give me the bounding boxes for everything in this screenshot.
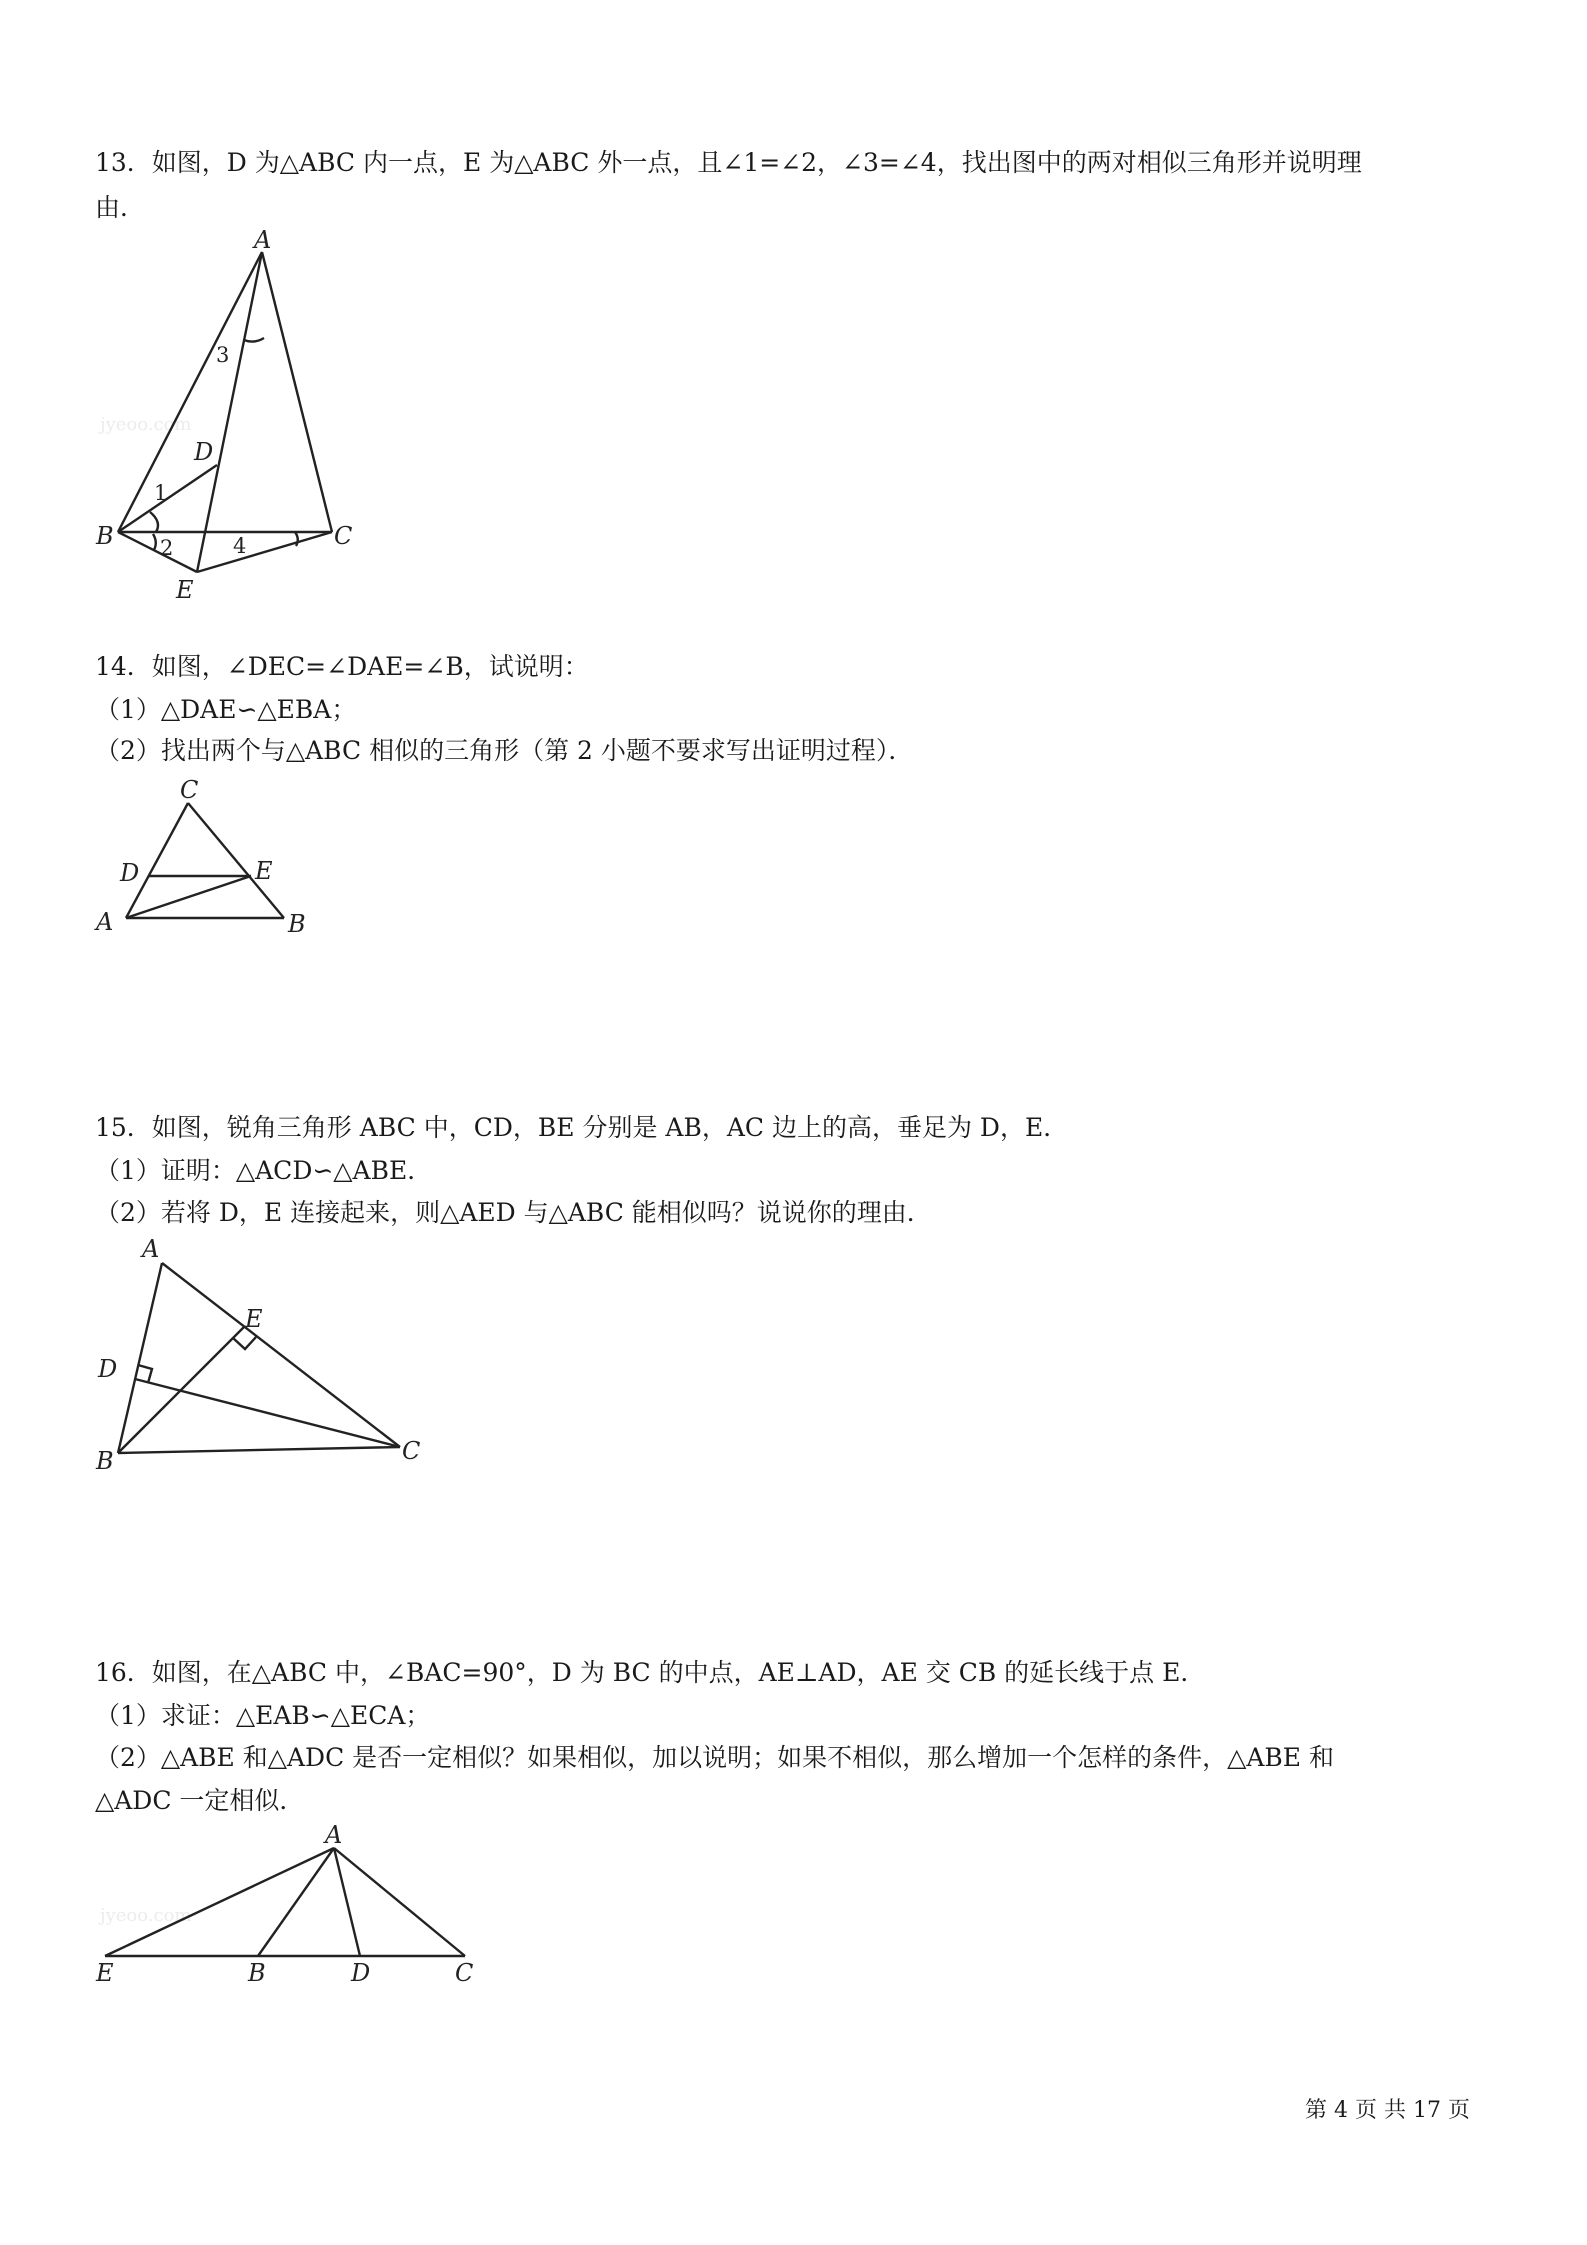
segment-ab [118,1263,162,1453]
segment-ae [197,252,262,572]
problem-15-figure [90,1235,440,1475]
problem-14-line-2: （1）△DAE∽△EBA； [95,695,357,724]
problem-15-line-3: （2）若将 D，E 连接起来，则△AED 与△ABC 能相似吗？说说你的理由． [95,1198,932,1227]
segment-ab [258,1848,334,1956]
segment-ac [334,1848,465,1956]
label-c: C [402,1437,421,1465]
segment-ac [162,1263,400,1447]
label-a: A [142,1235,160,1263]
angle-label-4: 4 [233,534,247,558]
angle-3-arc [244,338,264,342]
angle-label-2: 2 [160,536,174,560]
angle-label-1: 1 [154,481,168,505]
altitude-be [118,1327,244,1453]
problem-14-line-1: 14．如图，∠DEC=∠DAE=∠B，试说明： [95,652,589,681]
label-d: D [351,1959,371,1987]
label-c: C [455,1959,474,1987]
label-a: A [325,1821,343,1849]
angle-1-arc [150,512,158,532]
altitude-cd [135,1379,400,1447]
label-d: D [194,438,214,466]
segment-ad [334,1848,360,1956]
problem-13-figure [90,226,370,610]
problem-16-figure [90,1815,490,1995]
problem-16-line-1: 16．如图，在△ABC 中，∠BAC=90°，D 为 BC 的中点，AE⊥AD，AE 交 CB 的延长线于点 E． [95,1658,1206,1687]
label-d: D [120,859,140,887]
page-number: 第 4 页 共 17 页 [1305,2098,1470,2123]
label-d: D [98,1355,118,1383]
segment-be [118,532,197,572]
right-angle-e [233,1337,256,1349]
label-e: E [96,1959,114,1987]
label-c: C [180,776,199,804]
problem-16-line-2: （1）求证：△EAB∽△ECA； [95,1701,431,1730]
label-e: E [255,857,273,885]
segment-ce [197,532,332,572]
label-b: B [96,522,114,550]
angle-2-arc [153,534,156,550]
watermark: jyeoo.com [100,1905,192,1926]
problem-13-line-2: 由． [95,193,146,222]
segment-ae [105,1848,334,1956]
problem-15-line-1: 15．如图，锐角三角形 ABC 中，CD，BE 分别是 AB，AC 边上的高，垂足为 D，E． [95,1113,1069,1142]
label-b: B [96,1447,114,1475]
problem-16-line-4: △ADC 一定相似． [95,1786,305,1815]
label-b: B [288,910,306,938]
label-c: C [334,522,353,550]
angle-label-3: 3 [216,343,230,367]
segment-ab [118,252,262,532]
problem-13-line-1: 13．如图，D 为△ABC 内一点，E 为△ABC 外一点，且∠1=∠2，∠3=∠4，找出图中的两对相似三角形并说明理 [95,148,1362,177]
problem-15-line-2: （1）证明：△ACD∽△ABE． [95,1156,433,1185]
watermark: jyeoo.com [100,414,192,435]
problem-14-figure [90,770,330,940]
segment-bd [118,465,217,532]
label-a: A [254,226,272,254]
segment-ac [262,252,332,532]
label-b: B [248,1959,266,1987]
label-a: A [96,908,114,936]
label-e: E [176,576,194,604]
problem-16-line-3: （2）△ABE 和△ADC 是否一定相似？如果相似，加以说明；如果不相似，那么增加一个怎样的条件，△ABE 和 [95,1743,1335,1772]
problem-14-line-3: （2）找出两个与△ABC 相似的三角形（第 2 小题不要求写出证明过程）． [95,736,914,765]
label-e: E [245,1305,263,1333]
segment-bc [118,1447,400,1453]
